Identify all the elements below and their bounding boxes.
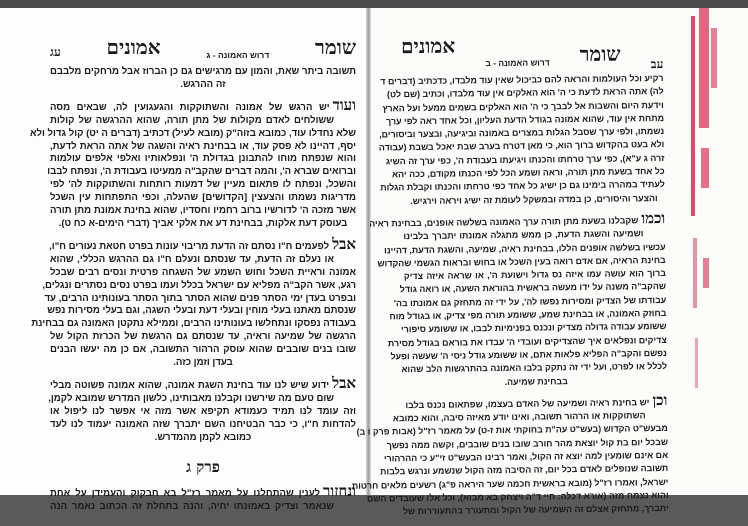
text-line — [47, 305, 356, 318]
line-text: שהקב"ה משנה על ידו מעשה בראשית בהוראת השעה, או רואה גודל — [399, 281, 667, 295]
line-text: יסף, דהיינו לא פסק עוד, או בבחינת ראיה והשגה של אתה הראת לדעת, — [50, 140, 356, 152]
page-number: עג — [50, 45, 61, 59]
text-line — [47, 166, 356, 179]
paragraph — [31, 234, 356, 370]
header-title-left: אמונים — [106, 35, 161, 59]
paragraph — [349, 390, 669, 519]
line-text: נשמתו, ולפי ערך שסבל הגלות במצרים באמונה וביגיעה, ובצער וביסורים, — [379, 126, 665, 140]
line-text: בבחינת שמיעה. — [504, 375, 568, 387]
line-text: ובפרט בעדן ימי הסתר פנים שהוא הסתר בתוך הסתר בעונותינו הרבים, עד — [44, 292, 356, 304]
paragraph — [48, 373, 356, 445]
text-line — [50, 79, 356, 92]
line-text: לכלל או לפרט, ועל ידי זה נתקק בלבו האמונה בהתרגשות הלב שהוא — [401, 361, 668, 375]
line-text: והוא נצמח מזה (אורא דכלה: חיי ד"ה ויצחק בא מבוא), וכל אלו שעובדים השם — [366, 489, 669, 504]
text-line — [50, 373, 356, 393]
text-line — [50, 179, 356, 192]
line-text: שקבלנו בשעת מתן תורה ערך האמונה בשלשה אופנים, בבחינת ראיה — [369, 215, 639, 229]
text-line — [31, 318, 356, 331]
text-line — [50, 419, 356, 432]
line-text: ושמיעה והשגת הדעת, כן ממש מתגלה אמונתו יתברך בלבינו — [403, 228, 644, 242]
paragraph — [378, 72, 665, 208]
text-line — [50, 115, 356, 128]
line-text: אם אינם שומעין למה יוצא זה הקול, ואמר רבינו הבעש"ט זי"ע כי ההרהורי — [383, 449, 669, 464]
line-text: ברוך הוא עושה עמו איזה נס גדול וישועת ה', או שראה איזה צדיק — [403, 268, 666, 282]
paragraphs — [50, 482, 356, 514]
line-text: לה) אתה הראת לדעת כי ה' הוא האלקים אין עוד מלבדו, וכתיב (שם לט) — [386, 86, 664, 100]
paragraph-lead-word: ועוד — [332, 95, 356, 114]
line-text: שבכל יום בת קול יוצאת מהר חורב שובו בנים שובבים, וקשה ממה נפשך — [386, 436, 668, 451]
line-text: שובו בנים שובבים שהוא עוסק הרהור התשובה, אם כן מה יעשו הבנים — [50, 344, 356, 356]
line-text: בעדן וזמן כזה. — [173, 357, 233, 369]
text-line — [50, 482, 356, 501]
paragraph-lead-word: וכן — [652, 390, 668, 409]
line-text: השתוקקות או הרהור תשובה, ואינו יודע מאיזה סיבה, והוא כמובא — [392, 410, 646, 424]
text-line — [50, 153, 356, 166]
text-line — [50, 344, 356, 357]
line-text: והוא שנפתח מוחו להתבונן בגדולת ה' ונפלאותיו ואלפי אלפים עולמות — [50, 153, 356, 165]
running-header — [400, 33, 664, 72]
text-line — [50, 501, 356, 514]
line-text: רקיע וכל העולמות והראה להם כביכול שאין עוד מלבדו, כדכתיב (דברים ד — [380, 72, 664, 87]
paragraph — [50, 482, 356, 514]
text-line — [50, 95, 356, 115]
text-line — [50, 393, 356, 406]
text-line — [50, 205, 356, 218]
line-text: יש בחינת ראיה ושמיעה של האדם בעצמו, שפתאום נכנס בלבו — [405, 397, 650, 411]
header-title-right: שומר — [579, 41, 621, 67]
header-title-left: אמונים — [400, 33, 456, 59]
line-text: לפעמים ח"ו נסתם זה הדעת מריבוי עונות בפרט חטאת נעורים ח"ו, — [49, 240, 330, 252]
paragraphs — [29, 66, 356, 444]
page-number: עב — [650, 56, 664, 72]
text-line — [50, 357, 356, 370]
running-header — [50, 32, 356, 60]
line-text: לעתיד במהרה בימינו גם כן ישיג כל אחד כפי טרחתו והכנתו וקבלת הגלות — [380, 179, 665, 193]
line-text: בחוזק האמונה, או בבחינת שמע, ששומע תורה מפי צדיק, או בגודל מוח — [389, 308, 667, 322]
paragraph-lead-word: וכמו — [641, 208, 666, 228]
line-text: ששולחים לאדם מקולות של מתן תורה, שהוא ההרגשה של קולות — [50, 114, 334, 126]
header-subtitle: דרוש האמונה - ג — [206, 50, 270, 60]
left-page-text — [29, 32, 356, 521]
text-line — [50, 432, 356, 445]
line-text: תשובה ביתר שאת, והמון עם מרגישים גם כן הברוז אבל מרחקים מלבבם — [50, 66, 356, 77]
line-text: צדיקים ונפלאים איך שהצדיקים ועובדי ה' עבדו את בוראם בגודל מסירת — [387, 334, 667, 349]
line-text: יתברך, מתחזק אצלם זה השמיעה של הקול ומתעורר בהתעוררות של — [402, 503, 669, 517]
viewer-top-bar — [0, 0, 748, 8]
page-edge-marks — [689, 8, 723, 495]
text-line — [403, 192, 665, 208]
line-text: בעבודה נפסקו ונתחלשו בעונותינו הרבים, וממילא נתקטן האמונה גם בבחינת — [31, 318, 356, 330]
text-line — [50, 192, 356, 205]
line-text: נפשם והקב"ה הפליא פלאות אתם, או ששומע גודל ניסי ה' שעשה ופעל — [390, 347, 667, 362]
chapter-heading: פרק ג — [186, 458, 220, 477]
line-text: ישראל, ואמרו רז"ל (מובא בראשית חכמה שער היראה פ"ג) רשעים מלאים חרטות, — [349, 476, 669, 491]
text-line — [50, 406, 356, 419]
right-page — [349, 8, 748, 517]
line-text: שנאמר וצדיק באמונתו יחיה, והנה בתחלת זה הכתוב נאמר הנה — [50, 501, 334, 513]
line-text: אמונה וראיית השכל וחוש השמע של השגחה פרטית ונסים רבים שבכל — [50, 266, 356, 278]
line-text: או נעלם זה הדעת, עד שנסתם ונעלם ח"ו גם ההרגש הכללי, שהוא — [50, 253, 334, 265]
text-line — [29, 127, 356, 141]
line-text: מתחת אין עוד, שהוא אמונה בגודל הדעת העליון, וכל אחד ראה לפי ערך — [386, 112, 665, 127]
text-line — [50, 66, 356, 79]
line-text: וידעת היום והשבות אל לבבך כי ה' הוא האלקים בשמים ממעל ועל הארץ — [382, 99, 664, 114]
text-line — [50, 254, 356, 267]
line-text: מבעש"ט הקדוש (בעש"ט עה"ת בחוקתי אות ז-ט) על מאמר רז"ל (אבות פרק ו ב) — [356, 423, 668, 438]
line-text: לענין שהתחלנו על מאמר רז"ל בא חבקוק והעמידן על אחת — [50, 488, 321, 500]
paragraph — [29, 95, 356, 231]
paragraph-lead-word: ונחזור — [323, 482, 356, 501]
paragraph — [50, 66, 356, 92]
text-line — [50, 267, 356, 280]
text-line — [42, 279, 356, 293]
line-text: רגע, אשר הקב"ה מפליא עם ישראל בכלל ועמו בפרט נסים נסתרים ונגלים, — [42, 279, 356, 291]
text-line — [50, 218, 356, 231]
line-text: זרה ג ע"א), כפי ערך טרחתו והכנתו ויגיעתו בעבודת ה', כפי ערך זה השיג — [385, 152, 665, 167]
line-text: שלא נחדלו עוד, כמובא בזוה"ק (מובא לעיל) דכתיב (דברים ה יט) קול גדול ולא — [29, 127, 356, 139]
paragraph-lead-word: אבל — [332, 373, 356, 392]
line-text: הרגשה של שמיעה וראיה, עד שנסתם גם הרגשת של הכרזת הקול של — [50, 331, 356, 343]
paragraph — [369, 208, 668, 390]
line-text: בחינת הראיה, אם אדם רואה בעין השכל או בחוש ובראות הגשמי שהקדוש — [377, 254, 666, 269]
left-page — [0, 8, 366, 513]
line-text: זה ההרגש. — [180, 78, 226, 90]
paragraph-lead-word: אבל — [332, 234, 356, 253]
line-text: ידוע שיש לנו עוד בחינת השגת אמונה, שהוא אמונה פשוטה מבלי — [50, 379, 330, 391]
line-text: יש הרגש של אמונה והשתוקקות והגעגועין לה, שבאים מסה — [50, 101, 330, 113]
line-text: אשר מזכה ה' לדורשיו ברוב רחמיו וחסדיו, שהוא בחינת אמונת מתן תורה — [50, 205, 356, 217]
text-line — [44, 292, 356, 306]
header-title-right: שומר — [315, 35, 356, 59]
line-text: בעוסק דעת אלקות, בבחינת דע את אלקי אביך (דברי הימים-א כח ט). — [58, 217, 348, 229]
line-text: להדחות ח"ו, כי כבר הבטיחנו השם יתברך שזה האמונה יעמוד לנו לעד — [50, 418, 356, 430]
header-subtitle: דרוש האמונה - ב — [485, 57, 550, 69]
line-text: כמובא לקמן מהמדרש. — [154, 431, 252, 443]
line-text: עכשיו בשלשה אופנים הללו, בבחינת ראיה, שמיעה, והשגת הדעת, דהיינו — [384, 241, 666, 255]
line-text: כל אחד בשעת מתן תורה, וראה ושמע הכל לפי הכנתו מקודם, ככה יהא — [391, 166, 665, 180]
line-text: והצער והיסורים, כן במדה ובמשקל לעומת זה ישיג ויראה וירגיש. — [410, 192, 658, 206]
right-page-text — [349, 33, 669, 526]
line-text: ולא בעט בהקדוש ברוך הוא, כי מאן דטרח בערב שבת יאכל בשבת (עבודה — [378, 139, 665, 153]
line-text: מדריגות נשמתו והצעצין [הקדושים] שהעלה, וכפי התפתחות עין השכל — [50, 192, 356, 204]
line-text: וזה עומד לנו תמיד כעמודא תקיפא אשר מזה אי אפשר לנו ליפול או — [50, 405, 356, 417]
line-text: ששומע עבודה גדולה מצדיק ונכנס בפנימיות לבבו, או ששומע סיפורי — [400, 321, 667, 335]
text-line — [50, 331, 356, 344]
line-text: תשובה שנופלים לאדם בכל יום, זה הסיבה מזה הקול שנשמע ונרגש בלבות — [380, 463, 669, 477]
text-line — [49, 234, 356, 254]
line-text: עבודתו של הצדיק ומסירות נפשו לה', על ידי זה מתחזק גם אמונתו בה' — [393, 294, 667, 309]
text-line — [402, 502, 669, 518]
line-text: שנסתם מאתנו בעלי מוחין ובעלי דעת ובעלי השגה, וגם בעלי מסירות נפש — [47, 305, 356, 317]
line-text: והשכל, ונפתח לו פתאום מעיין של דמעות רותחות והשתוקקות לה' לפי — [50, 179, 356, 191]
paragraphs — [349, 72, 669, 519]
text-line — [50, 141, 356, 154]
line-text: וברואים שברא ה', והמה דברים שהקב"ה ממעיטו בעבודת ה', ונפתח לבבו — [47, 166, 356, 178]
line-text: שום טעם מה שירשנו וקבלנו מאבותינו, כלשון המדרש שמובא לקמן, — [48, 392, 334, 404]
